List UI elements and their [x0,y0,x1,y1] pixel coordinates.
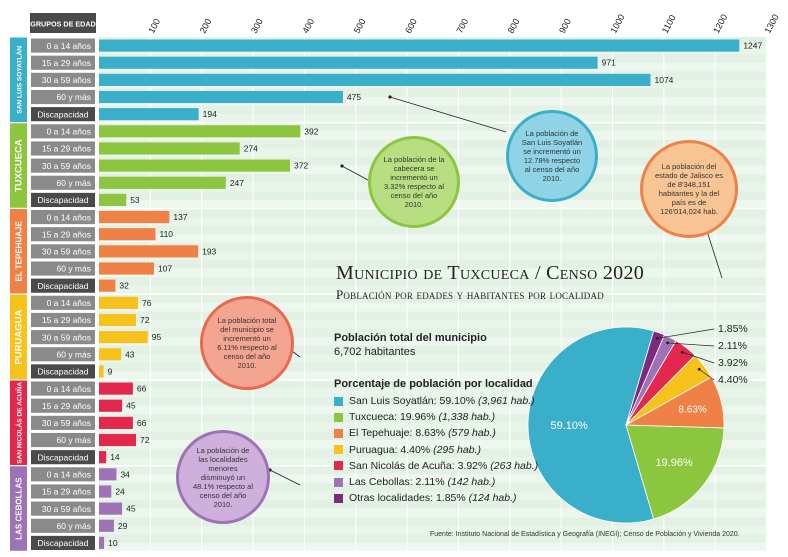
chart-title: Municipio de Tuxcueca / Censo 2020 [336,262,645,284]
pie-leader-dot-7 [656,337,659,340]
row-label: 60 y más [56,177,91,188]
legend-item-name: El Tepehuaje: 8.63% [349,427,446,440]
row-label: 30 a 59 años [41,332,91,343]
bar-value-label: 76 [142,297,152,308]
row-label: 30 a 59 años [41,160,91,171]
plot-stripe [99,543,767,552]
bar-las-cebollas-15-a-29-anos [99,485,111,497]
bar-san-nicolas-de-acuna-15-a-29-anos [99,400,122,412]
row-label: 0 a 14 años [46,298,91,309]
bar-value-label: 24 [115,486,125,497]
pie-leader-dot-6 [666,342,669,345]
row-label: 60 y más [56,263,91,274]
legend-item-habitants: (1,338 hab.) [438,411,496,424]
pie-legend-title: Porcentaje de población por localidad [334,378,533,390]
legend-item [334,442,538,458]
bar-value-label: 137 [173,212,188,223]
bubble-municipio [200,296,294,390]
bar-value-label: 95 [151,332,162,343]
legend-swatch [334,478,343,487]
bar-value-label: 475 [346,92,362,103]
row-label: Discapacidad [37,280,89,291]
bar-value-label: 247 [229,177,245,188]
bar-tuxcueca-15-a-29-anos [99,142,240,154]
pie-leader-dot-5 [681,351,684,354]
plot-stripe [99,303,767,312]
plot-stripe [99,234,767,243]
legend-item [334,490,538,506]
bar-value-label: 29 [117,520,128,531]
bar-el-tepehuaje-0-a-14-anos [99,211,169,223]
row-label: 30 a 59 años [41,246,91,257]
legend-item-name: Otras localidades: 1.85% [349,492,466,505]
row-label: Discapacidad [37,538,89,549]
x-tick-label: 1200 [711,12,730,35]
legend-item-name: Tuxcueca: 19.96% [349,411,436,424]
group-label-el-tepehuaje: EL TEPEHUAJE [14,221,24,282]
bar-san-nicolas-de-acuna-discapacidad [99,451,106,463]
chart-title-block [336,262,756,303]
x-tick-label: 1300 [762,12,781,35]
bar-puruagua-60-y-mas [99,348,121,360]
row-label: Discapacidad [37,366,89,377]
group-label-san-luis-soyatlan: SAN LUIS SOYATLÁN [16,45,24,114]
bubble-tuxcueca-text: La población de la cabecera se incrementó un 3.32% respecto al censo del año 2010. [383,155,445,209]
row-label: Discapacidad [37,109,89,120]
bar-las-cebollas-60-y-mas [99,520,114,532]
row-label: 0 a 14 años [46,469,91,480]
group-label-las-cebollas: LAS CEBOLLAS [14,477,24,540]
x-tick-label: 900 [557,16,573,35]
bar-value-label: 43 [125,349,135,360]
bubble-san-luis-text: La población de San Luis Soyatlán se incrementó un 12.78% respecto al censo del año 2010. [521,129,583,183]
row-label: 0 a 14 años [46,212,91,223]
bubble-connector-dot [340,164,343,167]
legend-item-name: San Nicolás de Acuña: 3.92% [349,459,488,472]
bar-value-label: 274 [243,143,258,154]
bar-san-nicolas-de-acuna-30-a-59-anos [99,417,133,429]
row-label: 60 y más [56,435,91,446]
legend-swatch [334,397,343,406]
bar-el-tepehuaje-30-a-59-anos [99,245,198,257]
plot-stripe [99,251,767,260]
bar-san-luis-soyatlan-60-y-mas [99,91,343,103]
row-label: 15 a 29 años [41,400,91,411]
x-tick-label: 200 [197,16,214,35]
x-tick-label: 800 [505,16,522,35]
x-tick-label: 400 [300,16,317,35]
pie-label-3: 8.63% [678,404,707,416]
row-label: 0 a 14 años [46,126,91,137]
legend-swatch [334,429,343,438]
legend-swatch [334,445,343,454]
row-label: 15 a 29 años [41,315,91,326]
bar-las-cebollas-discapacidad [99,537,104,549]
bar-value-label: 107 [157,263,173,274]
row-label: 15 a 29 años [41,229,91,240]
legend-swatch [334,494,343,503]
bar-san-luis-soyatlan-0-a-14-anos [99,40,739,52]
legend-item-name: Las Cebollas: 2.11% [349,476,445,489]
chart-subtitle: Población por edades y habitantes por localidad [336,287,604,302]
pie-label-6: 2.11% [718,340,747,352]
groups-header-label: GRUPOS DE EDAD [30,19,96,29]
row-label: 60 y más [56,520,91,531]
bar-value-label: 45 [126,503,136,514]
pie-label-5: 3.92% [718,357,748,369]
bar-value-label: 10 [108,537,118,548]
bar-value-label: 372 [294,160,309,171]
group-label-san-nicolas-de-acuna: SAN NICOLÁS DE ACUÑA [16,381,24,464]
pie-label-7: 1.85% [718,323,748,335]
row-label: 15 a 29 años [41,486,91,497]
plot-stripe [99,114,767,123]
group-label-tuxcueca: TUXCUECA [13,139,25,193]
bubble-localidades-text: La población de las localidades menores disminuyó un 48.1% respecto al censo del año 2010. [192,445,254,509]
legend-item-name: Puruagua: 4.40% [349,443,431,456]
bar-san-luis-soyatlan-30-a-59-anos [99,74,650,86]
pie-leader-dot-4 [698,368,701,371]
bar-value-label: 66 [136,383,147,394]
legend-item-habitants: (295 hab.) [433,443,481,456]
legend-item [334,425,538,441]
x-tick-label: 1100 [659,13,678,35]
total-population-block [334,332,487,358]
bubble-san-luis [506,110,598,202]
row-label: 30 a 59 años [41,418,91,429]
bar-tuxcueca-0-a-14-anos [99,125,300,137]
bar-el-tepehuaje-60-y-mas [99,262,154,274]
bar-puruagua-15-a-29-anos [99,314,136,326]
row-label: 0 a 14 años [46,383,91,394]
bar-value-label: 971 [601,57,616,68]
bar-san-nicolas-de-acuna-60-y-mas [99,434,136,446]
total-population-value: 6,702 habitantes [334,346,416,358]
pie-label-1: 59.10% [550,420,588,432]
legend-item [334,474,538,490]
bubble-jalisco [640,140,738,238]
bar-value-label: 1247 [743,40,763,51]
bubble-connector-dot [388,95,391,98]
x-tick-label: 100 [146,16,163,35]
row-label: Discapacidad [37,452,89,463]
x-tick-label: 700 [454,16,471,35]
bar-value-label: 1074 [654,74,674,85]
bar-puruagua-30-a-59-anos [99,331,148,343]
row-label: 30 a 59 años [41,75,91,86]
legend-item-name: San Luis Soyatlán: 59.10% [349,395,476,408]
total-population-label: Población total del municipio [334,332,487,344]
legend-item-habitants: (142 hab.) [447,476,496,489]
bar-value-label: 66 [136,417,147,428]
row-label: Discapacidad [37,195,89,206]
row-label: 15 a 29 años [41,143,91,154]
row-label: 60 y más [56,349,91,360]
bar-san-luis-soyatlan-discapacidad [99,108,199,120]
bar-value-label: 53 [130,194,140,205]
pie-legend-rows [334,393,538,506]
pie-label-2: 19.96% [655,457,693,470]
bar-value-label: 34 [120,469,130,480]
legend-item-habitants: (263 hab.) [490,459,539,472]
plot-stripe [99,320,767,329]
bar-value-label: 110 [159,229,174,240]
legend-item [334,393,538,409]
pie-label-4: 4.40% [718,374,748,386]
bar-tuxcueca-30-a-59-anos [99,160,290,172]
bubble-localidades [176,430,270,524]
bar-value-label: 392 [304,126,319,137]
bar-las-cebollas-30-a-59-anos [99,503,122,515]
legend-item [334,409,538,425]
bar-value-label: 193 [202,246,217,257]
bar-san-nicolas-de-acuna-0-a-14-anos [99,383,133,395]
legend-item-habitants: (124 hab.) [468,492,517,505]
row-label: 15 a 29 años [41,57,91,68]
bar-value-label: 32 [119,280,129,291]
bar-el-tepehuaje-discapacidad [99,280,115,292]
source-note: Fuente: Instituto Nacional de Estadística y Geografía (INEGI); Censo de Población y Vivienda 2020. [430,531,740,538]
group-label-puruagua: PURUAGUA [13,309,25,365]
bar-value-label: 45 [126,400,136,411]
legend-item-habitants: (579 hab.) [448,427,496,440]
bar-las-cebollas-0-a-14-anos [99,468,116,480]
legend-swatch [334,461,343,470]
legend-item [334,458,538,474]
row-label: 30 a 59 años [41,503,91,514]
bar-value-label: 194 [202,109,217,120]
bar-san-luis-soyatlan-15-a-29-anos [99,57,598,69]
bar-value-label: 72 [139,314,150,325]
bar-tuxcueca-60-y-mas [99,177,226,189]
legend-swatch [334,413,343,422]
row-label: 60 y más [56,92,91,103]
x-tick-label: 1000 [608,12,627,35]
bar-value-label: 72 [139,435,150,446]
pie-legend [334,378,538,506]
bar-value-label: 14 [110,452,120,463]
bubble-municipio-text: La población total del municipio se incrementó un 6.11% respecto al censo del año 2010. [217,316,277,370]
bar-puruagua-0-a-14-anos [99,297,138,309]
x-tick-label: 600 [403,16,419,35]
bar-value-label: 9 [107,366,113,377]
x-tick-label: 500 [351,16,368,35]
bar-el-tepehuaje-15-a-29-anos [99,228,155,240]
bar-puruagua-discapacidad [99,365,104,377]
x-tick-label: 300 [248,16,265,35]
legend-item-habitants: (3,961 hab.) [478,395,535,408]
bubble-jalisco-text: La población del estado de Jalisco es de 8'348,151 habitantes y la del país es de 126'014,024 hab. [655,162,723,216]
row-label: 0 a 14 años [46,40,91,51]
bar-tuxcueca-discapacidad [99,194,126,206]
bubble-tuxcueca [368,136,460,228]
